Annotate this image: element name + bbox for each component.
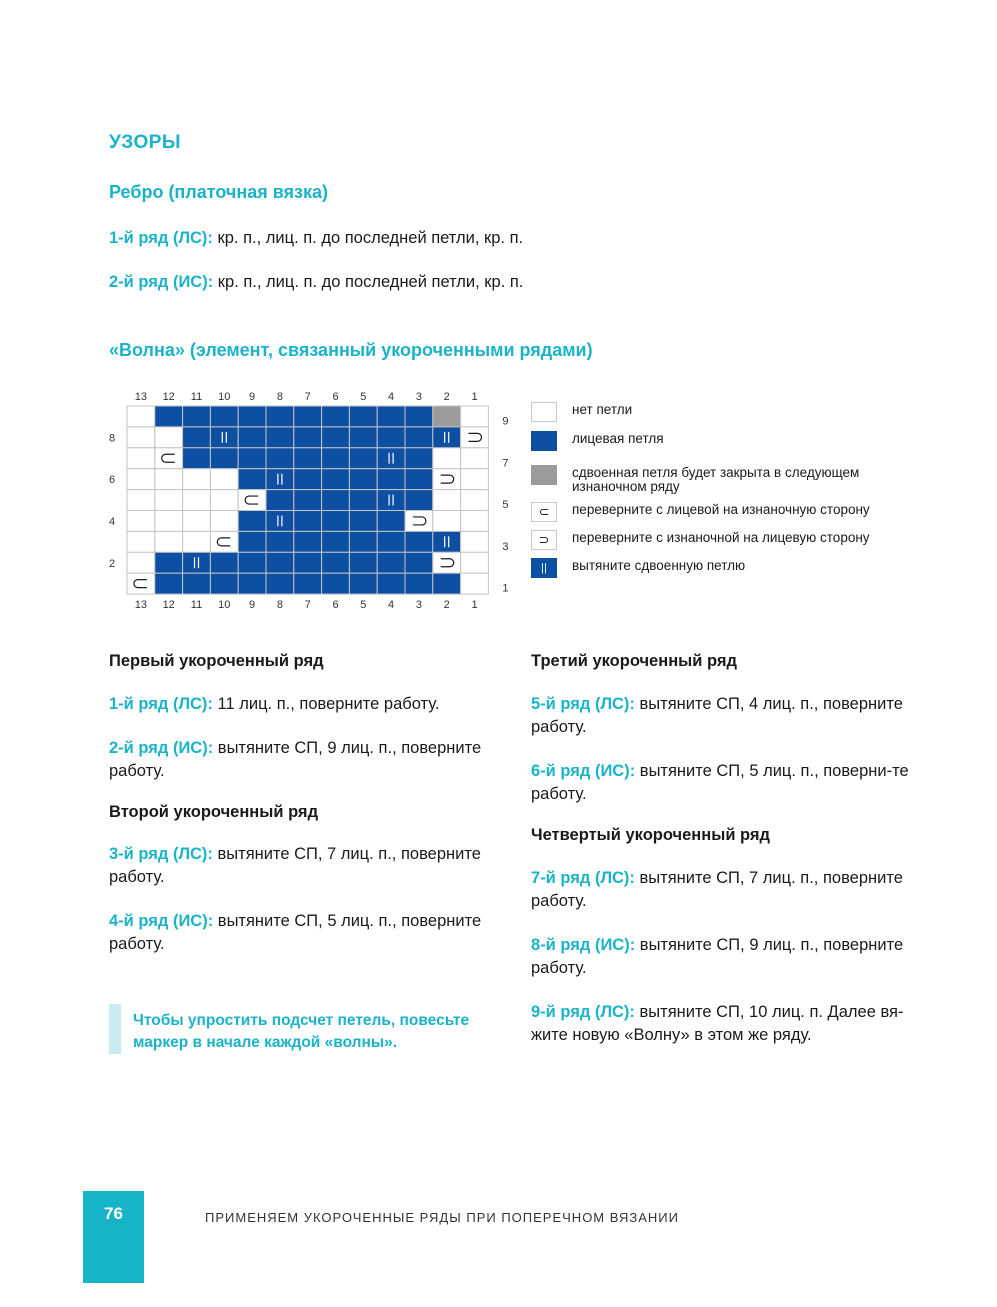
chart-cell [461, 406, 489, 427]
chart-cell [461, 469, 489, 490]
chart-cell [405, 573, 433, 594]
row-number: 3 [502, 540, 509, 553]
chart-cell [294, 531, 322, 552]
chart-cell [183, 406, 211, 427]
legend-swatch [531, 402, 557, 422]
legend-label: вытяните сдвоенную петлю [572, 558, 746, 573]
chart-cell [238, 552, 266, 573]
legend-item-pull [531, 557, 746, 579]
chart-cell [238, 406, 266, 427]
column-number: 2 [443, 391, 450, 403]
legend-label: нет петли [572, 402, 633, 417]
chart-cell [127, 469, 155, 490]
chart-cell [238, 427, 266, 448]
row-number: 4 [108, 515, 116, 528]
row-instruction [531, 867, 931, 913]
legend-swatch: || [531, 558, 557, 578]
chart-cell [349, 511, 377, 532]
row-text: вытяните СП, 9 лиц. п., поверните работу. [531, 936, 904, 977]
row-number: 8 [108, 432, 116, 445]
chart-cell [377, 469, 405, 490]
chart-cell [155, 427, 183, 448]
chart-cell [238, 531, 266, 552]
chart-cell [266, 490, 294, 511]
chart-cell [377, 531, 405, 552]
chart-cell [127, 490, 155, 511]
chart-cell [127, 573, 155, 594]
chart-cell [377, 573, 405, 594]
chart-cell [349, 406, 377, 427]
legend-swatch: ⊃ [531, 530, 557, 550]
chart-cell [349, 573, 377, 594]
chart-cell [405, 469, 433, 490]
chart-cell [210, 406, 238, 427]
chart-cell [294, 469, 322, 490]
row-label: 2-й ряд (ИС): [109, 739, 214, 757]
row-number: 6 [108, 474, 116, 487]
chart-cell [461, 511, 489, 532]
column-number: 13 [134, 599, 148, 612]
row-label: 1-й ряд (ЛС): [109, 229, 213, 247]
column-number: 10 [218, 599, 231, 612]
chart-cell [405, 511, 433, 532]
chart-cell [294, 406, 322, 427]
legend-item-double [531, 464, 860, 494]
row-text: вытяните СП, 10 лиц. п. Далее вя-жите новую «Волну» в этом же ряду. [531, 1003, 904, 1044]
chart-cell [127, 552, 155, 573]
legend-label: переверните с лицевой на изнаночную сторону [572, 502, 870, 517]
row-label: 3-й ряд (ЛС): [109, 845, 213, 863]
column-number: 12 [162, 599, 175, 612]
row-text: вытяните СП, 9 лиц. п., поверните работу. [109, 739, 482, 780]
rib-row-1 [109, 227, 523, 250]
chart-cell [294, 511, 322, 532]
row-label: 6-й ряд (ИС): [531, 762, 636, 780]
chart-cell [433, 427, 461, 448]
row-text: вытяните СП, 4 лиц. п., поверните работу. [531, 695, 903, 736]
row-label: 5-й ряд (ЛС): [531, 695, 635, 713]
chart-cell [349, 552, 377, 573]
column-number: 1 [471, 391, 478, 403]
chart-cell [127, 427, 155, 448]
chart-cell [238, 490, 266, 511]
chart-cell [127, 448, 155, 469]
chart-cell [322, 469, 350, 490]
subsection-heading: Третий укороченный ряд [531, 652, 737, 670]
chart-cell [183, 490, 211, 511]
chart-cell [210, 427, 238, 448]
row-number: 7 [502, 457, 509, 470]
chart-cell [377, 427, 405, 448]
column-number: 11 [190, 391, 203, 403]
chart-cell [433, 552, 461, 573]
column-number: 13 [134, 391, 148, 403]
legend-label: лицевая петля [572, 431, 664, 446]
chart-cell [433, 469, 461, 490]
page-number: 76 [104, 1204, 123, 1223]
chart-cell [127, 511, 155, 532]
tip-note: Чтобы упростить подсчет петель, повесьте маркер в начале каждой «волны». [133, 1012, 470, 1051]
row-instruction [531, 693, 931, 739]
row-text: вытяните СП, 5 лиц. п., поверни-те работу. [531, 762, 909, 803]
row-label: 2-й ряд (ИС): [109, 273, 214, 291]
chart-cell [210, 490, 238, 511]
rib-title: Ребро (платочная вязка) [109, 182, 329, 202]
chart-cell [155, 469, 183, 490]
column-number: 9 [249, 599, 256, 612]
chart-cell [461, 427, 489, 448]
note-accent-bar [109, 1004, 121, 1054]
chart-cell [294, 573, 322, 594]
column-number: 7 [304, 391, 311, 403]
knitting-chart [100, 384, 520, 614]
chart-cell [349, 490, 377, 511]
row-label: 9-й ряд (ЛС): [531, 1003, 635, 1021]
column-number: 7 [304, 599, 311, 612]
column-number: 9 [249, 391, 256, 403]
row-text: вытяните СП, 5 лиц. п., поверните работу. [109, 912, 482, 953]
chart-cell [461, 490, 489, 511]
chart-cell [433, 531, 461, 552]
chart-cell [155, 406, 183, 427]
chart-cell [155, 552, 183, 573]
subsection-heading: Четвертый укороченный ряд [531, 826, 771, 844]
row-instruction [109, 843, 509, 889]
column-number: 3 [415, 599, 422, 612]
chart-cell [377, 448, 405, 469]
subsection-heading: Первый укороченный ряд [109, 652, 324, 670]
chart-cell [322, 573, 350, 594]
chart-cell [183, 531, 211, 552]
chart-cell [155, 448, 183, 469]
chart-cell [238, 573, 266, 594]
row-instruction [531, 934, 931, 980]
left-column [109, 652, 509, 956]
column-number: 11 [190, 599, 203, 612]
chart-cell [238, 448, 266, 469]
chart-cell [433, 406, 461, 427]
column-number: 6 [332, 391, 339, 403]
chart-cell [322, 490, 350, 511]
chart-cell [155, 490, 183, 511]
chart-cell [461, 448, 489, 469]
chart-cell [405, 531, 433, 552]
chart-cell [322, 511, 350, 532]
chart-cell [183, 573, 211, 594]
chart-cell [377, 490, 405, 511]
chart-cell [210, 552, 238, 573]
column-number: 5 [360, 391, 367, 403]
chart-cell [294, 448, 322, 469]
chart-cell [433, 573, 461, 594]
column-number: 2 [443, 599, 450, 612]
row-number: 9 [502, 415, 509, 428]
column-number: 4 [388, 599, 395, 612]
chart-cell [349, 469, 377, 490]
chart-cell [266, 573, 294, 594]
row-text: 11 лиц. п., поверните работу. [212, 695, 440, 713]
chart-cell [405, 406, 433, 427]
legend-label: переверните с изнаночной на лицевую сторону [572, 530, 870, 545]
chart-cell [210, 469, 238, 490]
chart-cell [294, 427, 322, 448]
row-text: кр. п., лиц. п. до последней петли, кр. п. [212, 229, 524, 247]
chart-cell [238, 511, 266, 532]
column-number: 3 [415, 391, 422, 403]
chart-cell [155, 511, 183, 532]
row-instruction [109, 693, 509, 716]
row-instruction [109, 910, 509, 956]
chart-cell [349, 531, 377, 552]
chart-cell [183, 427, 211, 448]
chart-cell [322, 531, 350, 552]
chart-cell [210, 531, 238, 552]
legend-swatch [531, 465, 557, 485]
chart-cell [266, 448, 294, 469]
chart-cell [155, 531, 183, 552]
column-number: 1 [471, 599, 478, 612]
row-label: 8-й ряд (ИС): [531, 936, 636, 954]
legend-item-turn-to-rs [531, 529, 870, 551]
chart-cell [210, 448, 238, 469]
chart-cell [349, 427, 377, 448]
chart-cell [322, 427, 350, 448]
chart-cell [294, 490, 322, 511]
row-label: 1-й ряд (ЛС): [109, 695, 213, 713]
row-instruction [531, 1001, 931, 1047]
chart-cell [461, 573, 489, 594]
rib-row-2 [109, 271, 523, 294]
column-number: 5 [360, 599, 367, 612]
chart-cell [183, 448, 211, 469]
column-number: 4 [388, 391, 395, 403]
chart-cell [210, 511, 238, 532]
wave-title: «Волна» (элемент, связанный укороченными рядами) [109, 340, 593, 360]
row-text: вытяните СП, 7 лиц. п., поверните работу. [531, 869, 903, 910]
chart-cell [294, 552, 322, 573]
column-number: 6 [332, 599, 339, 612]
row-label: 4-й ряд (ИС): [109, 912, 214, 930]
chart-cell [127, 406, 155, 427]
row-number: 1 [502, 582, 509, 595]
chart-cell [183, 469, 211, 490]
row-number: 2 [108, 557, 116, 570]
column-number: 8 [276, 391, 283, 403]
column-number: 8 [276, 599, 283, 612]
chart-cell [349, 448, 377, 469]
chart-cell [127, 531, 155, 552]
chart-cell [405, 490, 433, 511]
row-text: кр. п., лиц. п. до последней петли, кр. п. [213, 273, 524, 291]
legend-item-knit [531, 430, 664, 452]
chart-cell [210, 573, 238, 594]
chart-cell [155, 573, 183, 594]
row-instruction [109, 737, 509, 783]
chart-cell [322, 448, 350, 469]
chart-cell [183, 552, 211, 573]
chart-cell [433, 511, 461, 532]
chart-cell [266, 552, 294, 573]
chart-cell [377, 406, 405, 427]
chart-cell [433, 448, 461, 469]
column-number: 12 [162, 391, 175, 403]
chart-cell [183, 511, 211, 532]
chart-cell [461, 552, 489, 573]
chart-cell [322, 406, 350, 427]
row-text: вытяните СП, 7 лиц. п., поверните работу. [109, 845, 481, 886]
legend-swatch: ⊂ [531, 502, 557, 522]
subsection-heading: Второй укороченный ряд [109, 803, 319, 821]
legend-label: сдвоенная петля будет закрыта в следующем изнаночном ряду [572, 465, 860, 494]
section-title: УЗОРЫ [109, 132, 182, 153]
chart-cell [266, 511, 294, 532]
column-number: 10 [218, 391, 231, 403]
chart-cell [266, 531, 294, 552]
chart-cell [461, 531, 489, 552]
row-label: 7-й ряд (ЛС): [531, 869, 635, 887]
chart-cell [405, 552, 433, 573]
right-column [531, 652, 931, 1047]
legend-swatch [531, 431, 557, 451]
chart-cell [433, 490, 461, 511]
chart-cell [377, 552, 405, 573]
chart-cell [266, 406, 294, 427]
chart-cell [322, 552, 350, 573]
legend-item-turn-to-ws [531, 501, 870, 523]
chart-cell [377, 511, 405, 532]
row-number: 5 [502, 499, 509, 512]
chart-cell [405, 448, 433, 469]
chart-cell [238, 469, 266, 490]
chart-cell [266, 427, 294, 448]
chart-cell [405, 427, 433, 448]
chart-cell [266, 469, 294, 490]
row-instruction [531, 760, 931, 806]
legend-item-empty [531, 401, 633, 423]
running-title: ПРИМЕНЯЕМ УКОРОЧЕННЫЕ РЯДЫ ПРИ ПОПЕРЕЧНОМ ВЯЗАНИИ [205, 1210, 679, 1225]
